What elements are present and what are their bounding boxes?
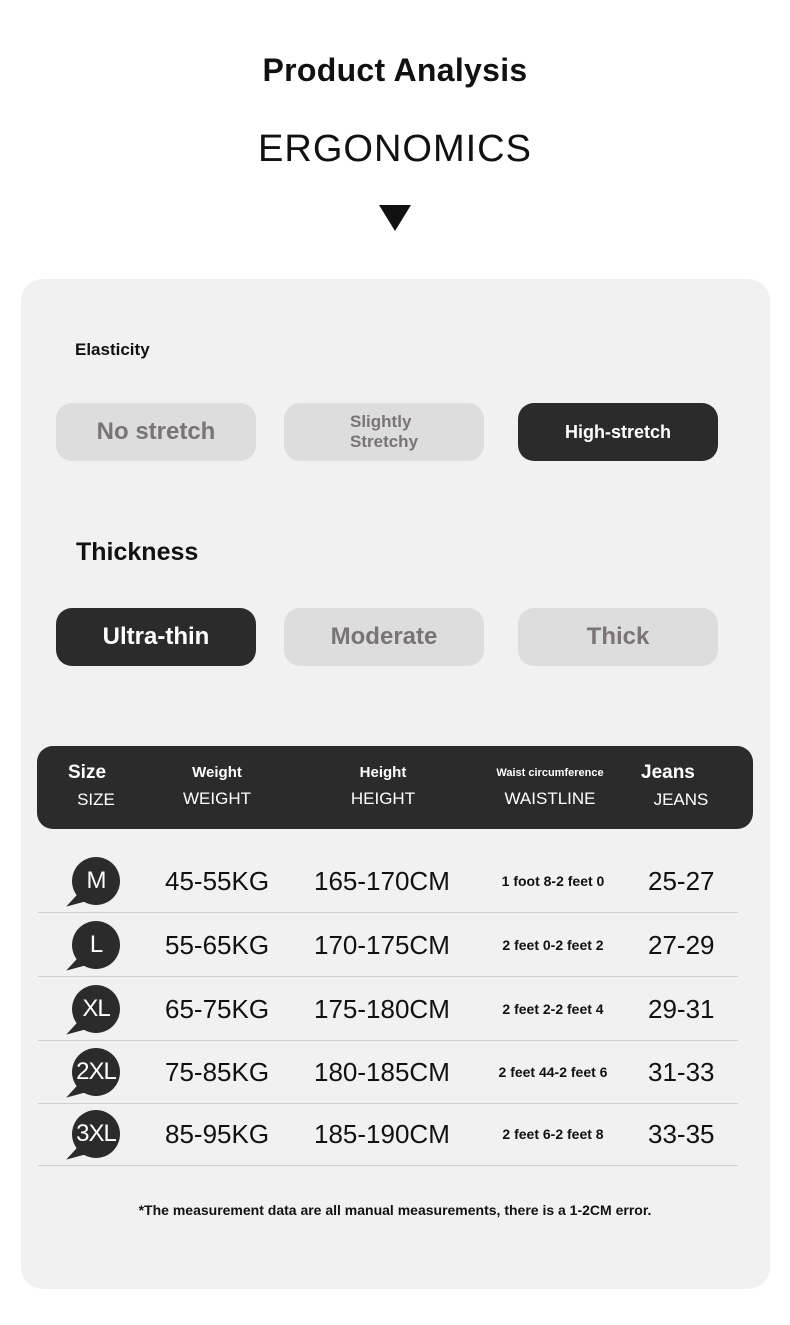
elasticity-option-no-stretch bbox=[56, 403, 256, 461]
waist-cell: 2 feet 44-2 feet 6 bbox=[498, 1064, 608, 1080]
table-row bbox=[38, 1102, 738, 1166]
waist-cell: 2 feet 0-2 feet 2 bbox=[502, 937, 604, 953]
header-size: Size SIZE bbox=[68, 762, 115, 809]
height-cell: 175-180CM bbox=[314, 993, 450, 1024]
elasticity-option-label: Slightly Stretchy bbox=[350, 412, 419, 451]
waist-cell: 2 feet 6-2 feet 8 bbox=[502, 1126, 604, 1142]
weight-cell: 65-75KG bbox=[165, 993, 270, 1024]
table-row bbox=[38, 849, 738, 913]
header-waist: Waist circumference WAISTLINE bbox=[496, 767, 604, 808]
thickness-option-ultra-thin bbox=[56, 608, 256, 666]
row-divider bbox=[38, 1165, 738, 1166]
jeans-cell: 25-27 bbox=[648, 865, 715, 896]
header-weight: Weight WEIGHT bbox=[183, 764, 251, 808]
size-badge: L bbox=[72, 921, 120, 969]
elasticity-label: Elasticity bbox=[75, 340, 150, 359]
jeans-cell: 33-35 bbox=[648, 1118, 715, 1149]
measurement-footnote: *The measurement data are all manual measurements, there is a 1-2CM error. bbox=[138, 1202, 652, 1218]
header-jeans: Jeans JEANS bbox=[641, 762, 709, 809]
weight-cell: 55-65KG bbox=[165, 929, 270, 960]
weight-cell: 75-85KG bbox=[165, 1056, 270, 1087]
size-badge: M bbox=[72, 857, 120, 905]
page-title: Product Analysis bbox=[262, 52, 528, 88]
thickness-option-moderate bbox=[284, 608, 484, 666]
height-cell: 185-190CM bbox=[314, 1118, 450, 1149]
height-cell: 180-185CM bbox=[314, 1056, 450, 1087]
elasticity-option-label: No stretch bbox=[96, 418, 216, 445]
size-table-header bbox=[37, 746, 753, 829]
jeans-cell: 31-33 bbox=[648, 1056, 715, 1087]
thickness-option-thick bbox=[518, 608, 718, 666]
waist-cell: 2 feet 2-2 feet 4 bbox=[502, 1001, 604, 1017]
size-badge: 3XL bbox=[72, 1110, 120, 1158]
header-height: Height HEIGHT bbox=[350, 764, 416, 808]
down-triangle-icon bbox=[379, 205, 411, 231]
weight-cell: 85-95KG bbox=[165, 1118, 270, 1149]
size-badge: XL bbox=[72, 985, 120, 1033]
height-cell: 165-170CM bbox=[314, 865, 450, 896]
waist-cell: 1 foot 8-2 feet 0 bbox=[501, 873, 605, 889]
height-cell: 170-175CM bbox=[314, 929, 450, 960]
elasticity-option-label: High-stretch bbox=[564, 421, 671, 442]
table-row bbox=[38, 977, 738, 1041]
table-row bbox=[38, 913, 738, 977]
thickness-label: Thickness bbox=[76, 538, 199, 566]
thickness-option-label: Thick bbox=[586, 623, 650, 650]
elasticity-option-slightly-stretchy bbox=[284, 403, 484, 461]
page-subtitle: ERGONOMICS bbox=[258, 128, 532, 170]
elasticity-option-high-stretch bbox=[518, 403, 718, 461]
table-row bbox=[38, 1040, 738, 1104]
thickness-option-label: Ultra-thin bbox=[102, 623, 210, 650]
jeans-cell: 29-31 bbox=[648, 993, 715, 1024]
thickness-option-label: Moderate bbox=[330, 623, 438, 650]
size-badge: 2XL bbox=[72, 1048, 120, 1096]
jeans-cell: 27-29 bbox=[648, 929, 715, 960]
weight-cell: 45-55KG bbox=[165, 865, 270, 896]
